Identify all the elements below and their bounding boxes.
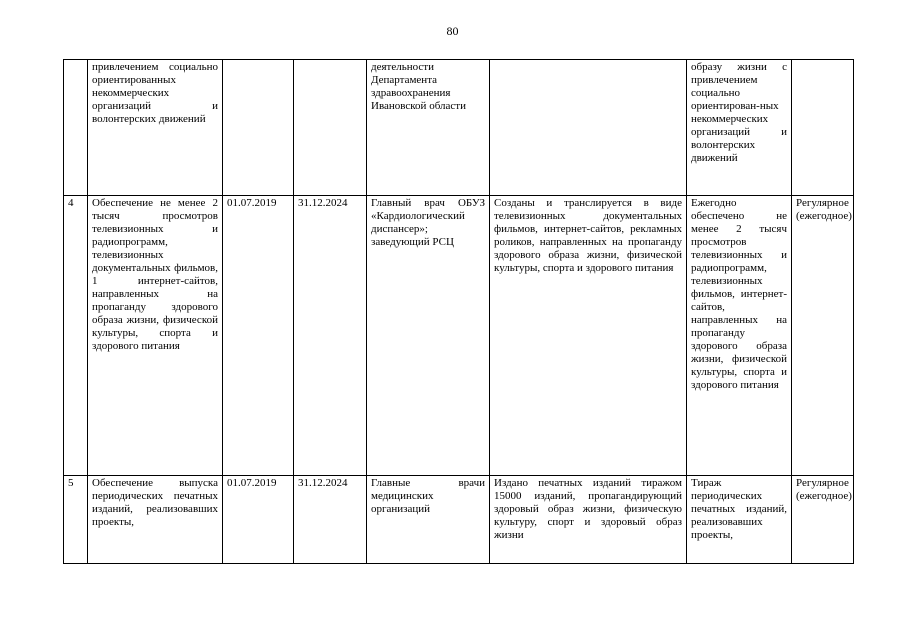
cell-type: Регулярное (ежегодное) [792, 196, 854, 476]
cell-indicator: Ежегодно обеспечено не менее 2 тысяч просмотров телевизионных и радиопрограмм, телевизионных фильмов, интернет-сайтов, направленных на пропаганду здорового образа жизни, физической культуры, спорта и здорового питания [687, 196, 792, 476]
cell-event: Обеспечение выпуска периодических печатных изданий, реализовавших проекты, [88, 476, 223, 564]
cell-event: привлечением социально ориентированных некоммерческих организаций и волонтерских движений [88, 60, 223, 196]
cell-responsible: Главный врач ОБУЗ «Кардиологический диспансер»; заведующий РСЦ [367, 196, 490, 476]
plan-table [63, 59, 854, 564]
cell-type [792, 60, 854, 196]
cell-end-date: 31.12.2024 [294, 476, 367, 564]
cell-indicator: образу жизни с привлечением социально ориентирован-ных некоммерческих организаций и волонтерских движений [687, 60, 792, 196]
cell-responsible: деятельности Департамента здравоохранения Ивановской области [367, 60, 490, 196]
cell-number: 5 [64, 476, 88, 564]
cell-event: Обеспечение не менее 2 тысяч просмотров телевизионных и радиопрограмм, телевизионных документальных фильмов, 1 интернет-сайтов, направленных на пропаганду здорового образа жизни, физической культуры, спорта и здорового питания [88, 196, 223, 476]
cell-number [64, 60, 88, 196]
cell-indicator: Тираж периодических печатных изданий, реализовавших проекты, [687, 476, 792, 564]
cell-end-date: 31.12.2024 [294, 196, 367, 476]
table-row [64, 60, 854, 196]
table-row [64, 476, 854, 564]
cell-number: 4 [64, 196, 88, 476]
cell-start-date: 01.07.2019 [223, 196, 294, 476]
cell-result: Издано печатных изданий тиражом 15000 изданий, пропагандирующий здоровый образ жизни, физическую культуру, спорт и здоровый образ жизни [490, 476, 687, 564]
cell-end-date [294, 60, 367, 196]
page-number: 80 [446, 24, 459, 38]
cell-responsible: Главные врачи медицинских организаций [367, 476, 490, 564]
cell-result [490, 60, 687, 196]
cell-result: Созданы и транслируется в виде телевизионных документальных фильмов, интернет-сайтов, рекламных роликов, направленных на пропаганду здорового образа жизни, физической культуры, спорта и здорового питания [490, 196, 687, 476]
cell-start-date [223, 60, 294, 196]
cell-type: Регулярное (ежегодное) [792, 476, 854, 564]
table-row [64, 196, 854, 476]
cell-start-date: 01.07.2019 [223, 476, 294, 564]
